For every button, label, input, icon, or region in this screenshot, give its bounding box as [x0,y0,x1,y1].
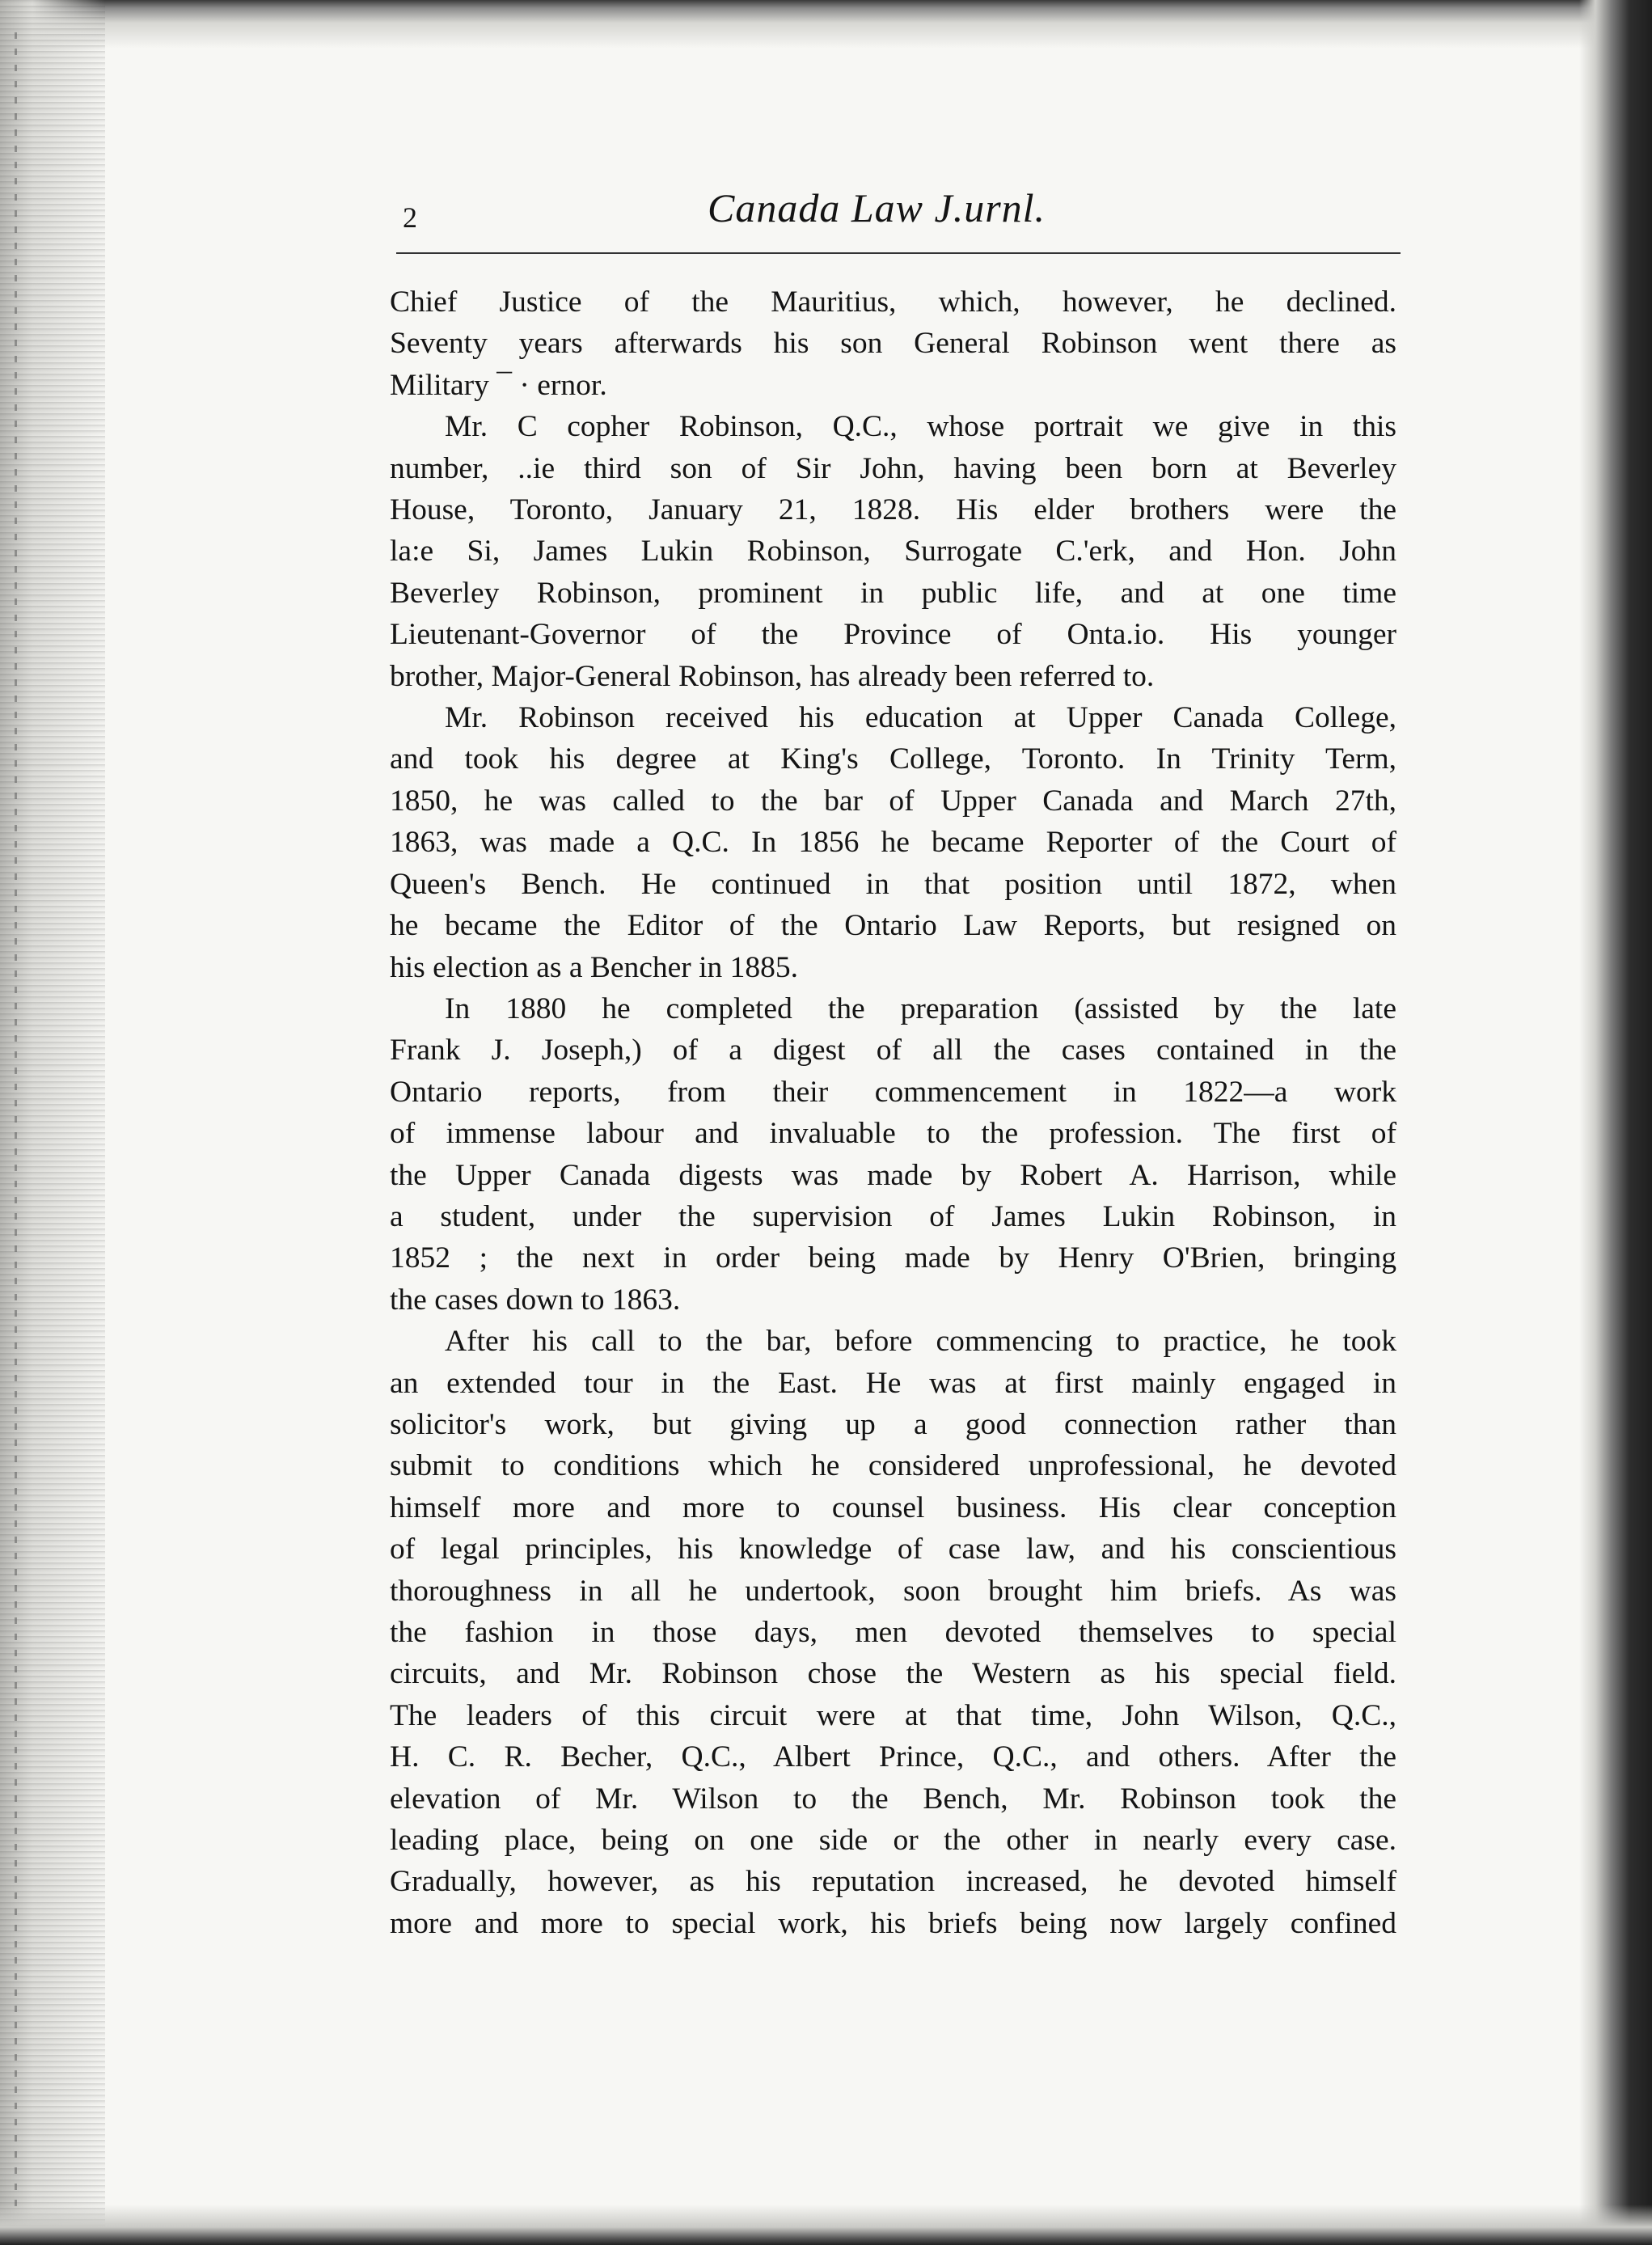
text-line: brother, Major-General Robinson, has already been referred to. [390,659,1155,693]
text-line: his election as a Bencher in 1885. [390,950,799,984]
text-line: 1852 ; the next in order being made by Henry O'Brien, bringing [390,1241,1396,1275]
text-line: Queen's Bench. He continued in that position until 1872, when [390,867,1396,901]
text-line: Lieutenant-Governor of the Province of Onta.io. His younger [390,618,1396,652]
text-line: 1863, was made a Q.C. In 1856 he became Reporter of the Court of [390,826,1396,860]
text-line: In 1880 he completed the preparation (assisted by the late [445,991,1396,1025]
text-line: elevation of Mr. Wilson to the Bench, Mr. Robinson took the [390,1782,1396,1816]
scan-edge-top [0,0,1652,49]
text-line: the Upper Canada digests was made by Robert A. Harrison, while [390,1158,1396,1192]
text-line: submit to conditions which he considered unprofessional, he devoted [390,1449,1396,1483]
text-line: Frank J. Joseph,) of a digest of all the cases contained in the [390,1034,1396,1068]
text-line: Ontario reports, from their commencement in 1822—a work [390,1075,1396,1109]
text-line: Chief Justice of the Mauritius, which, however, he declined. [390,285,1396,319]
text-line: After his call to the bar, before commencing to practice, he took [445,1325,1396,1359]
scan-edge-bottom [0,2205,1652,2245]
scan-binding-marks [15,32,17,2216]
article-body [390,281,1396,1944]
page-header [396,184,1407,241]
text-line: Military ¯ · ernor. [390,368,607,402]
text-line: Gradually, however, as his reputation increased, he devoted himself [390,1865,1396,1899]
text-line: la:e Si, James Lukin Robinson, Surrogate C.'erk, and Hon. John [390,535,1396,569]
text-line: he became the Editor of the Ontario Law Reports, but resigned on [390,909,1396,943]
text-line: Mr. Robinson received his education at Upper Canada College, [445,701,1396,735]
text-line: of legal principles, his knowledge of case law, and his conscientious [390,1533,1396,1566]
text-line: leading place, being on one side or the other in nearly every case. [390,1824,1396,1858]
journal-title: Canada Law J.urnl. [708,185,1046,230]
text-line: the fashion in those days, men devoted themselves to special [390,1616,1396,1649]
text-line: an extended tour in the East. He was at first mainly engaged in [390,1366,1396,1400]
text-line: solicitor's work, but giving up a good connection rather than [390,1407,1396,1441]
scan-edge-right [1579,0,1652,2245]
text-line: The leaders of this circuit were at that time, John Wilson, Q.C., [390,1698,1396,1732]
text-line: Seventy years afterwards his son General Robinson went there as [390,327,1396,361]
text-line: a student, under the supervision of James Lukin Robinson, in [390,1199,1396,1233]
header-rule [396,252,1401,254]
text-line: number, ..ie third son of Sir John, having been born at Beverley [390,451,1396,485]
text-line: circuits, and Mr. Robinson chose the Western as his special field. [390,1657,1396,1691]
page-number: 2 [403,201,417,234]
text-line: more and more to special work, his briefs being now largely confined [390,1906,1396,1940]
text-line: Mr. C copher Robinson, Q.C., whose portrait we give in this [445,410,1396,444]
text-line: of immense labour and invaluable to the profession. The first of [390,1117,1396,1151]
text-line: and took his degree at King's College, Toronto. In Trinity Term, [390,742,1396,776]
text-line: himself more and more to counsel business. His clear conception [390,1490,1396,1524]
text-line: Beverley Robinson, prominent in public life, and at one time [390,576,1396,610]
text-line: House, Toronto, January 21, 1828. His elder brothers were the [390,493,1396,527]
text-line: the cases down to 1863. [390,1283,681,1317]
text-line: H. C. R. Becher, Q.C., Albert Prince, Q.C., and others. After the [390,1740,1396,1774]
text-line: 1850, he was called to the bar of Upper Canada and March 27th, [390,784,1396,818]
text-line: thoroughness in all he undertook, soon brought him briefs. As was [390,1574,1396,1608]
